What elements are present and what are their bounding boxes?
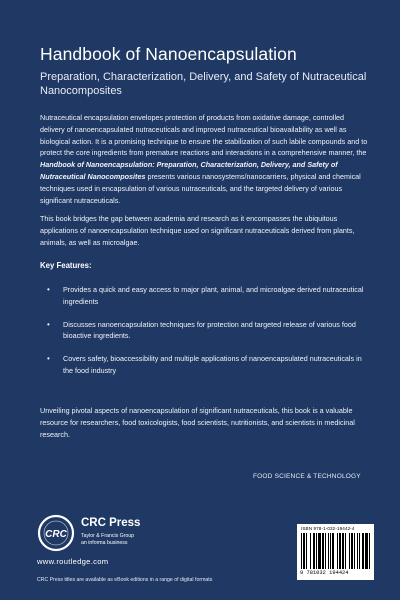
book-title: Handbook of Nanoencapsulation — [40, 44, 297, 64]
barcode-bar — [313, 533, 315, 569]
barcode-bar — [339, 533, 341, 569]
publisher-logo — [37, 514, 197, 570]
barcode-bar — [318, 533, 321, 569]
barcode-bar — [322, 533, 324, 569]
barcode-bar — [349, 533, 350, 569]
barcode-bar — [306, 533, 307, 569]
barcode-bar — [362, 533, 364, 569]
description-text: Nutraceutical encapsulation envelopes protection of products from oxidative damage, controlled delivery of nanoencapsulated nutraceuticals and improved nutraceutical bioavailability as well as biological action. It is a promising technique to ensure the stabilization of such labile compounds and to protect the core ingredients from premature reactions and interactions in a comprehensive manner, the — [40, 113, 368, 158]
book-subtitle: Preparation, Characterization, Delivery, and Safety of Nutraceutical Nanocomposites — [40, 71, 367, 97]
feature-text: Provides a quick and easy access to major plant, animal, and microalgae derived nutraceutical ingredients — [63, 285, 364, 306]
description-paragraph-1 — [40, 112, 370, 206]
list-item — [40, 284, 370, 308]
subject-category: FOOD SCIENCE & TECHNOLOGY — [253, 473, 361, 480]
isbn-digits: 9 781032 194424 — [300, 570, 349, 576]
barcode-bar — [359, 533, 360, 569]
list-item — [40, 319, 370, 343]
barcode-bar — [342, 533, 344, 569]
list-item — [40, 353, 370, 377]
description-paragraph-2: This book bridges the gap between academia and research as it encompasses the ubiquitous applications of nanoencapsulation technique used on significant nutraceuticals derived from plants, animals, as well as microalgae. — [40, 214, 355, 247]
isbn-label: ISBN 978-1-032-19442-4 — [301, 526, 355, 531]
description-text: presents various nanosystems/nanocarriers, physical and chemical techniques used in encapsulation of various nutraceuticals, and the targeted delivery of various significant nutraceuticals. — [40, 171, 361, 205]
svg-text:CRC: CRC — [45, 529, 67, 540]
crc-logo-icon — [37, 514, 75, 552]
barcode-bar — [332, 533, 334, 569]
publisher-url: www.routledge.com — [37, 557, 109, 566]
barcode-bar — [303, 533, 305, 569]
publisher-tagline-line: an informa business — [81, 539, 128, 546]
publisher-tagline-line: Taylor & Francis Group — [81, 533, 135, 539]
publisher-name: CRC Press — [81, 517, 141, 529]
barcode-bar — [330, 533, 331, 569]
key-features-list — [40, 284, 370, 388]
description-paragraph-3: Unveiling pivotal aspects of nanoencapsulation of significant nutraceuticals, this book is a valuable resource for researchers, food toxicologists, food scientists, nutritionists, and scientists in medicinal research. — [40, 406, 355, 439]
bullet-icon: • — [47, 319, 50, 329]
barcode-bar — [345, 533, 346, 569]
barcode-bar — [328, 533, 329, 569]
publisher-tagline — [81, 533, 134, 546]
barcode-bar — [337, 533, 338, 569]
book-full-title-emphasis: Handbook of Nanoencapsulation: Preparation, Characterization, Delivery, and Safety of Nutraceutical Nanocomposites — [40, 160, 338, 181]
barcode-bar — [301, 533, 302, 569]
barcode-bar — [351, 533, 353, 569]
barcode-bar — [354, 533, 355, 569]
barcode-bar — [325, 533, 326, 569]
barcode-bar — [310, 533, 311, 569]
isbn-barcode — [297, 524, 374, 580]
barcode-icon — [301, 533, 370, 569]
feature-text: Discusses nanoencapsulation techniques for protection and targeted release of various food bioactive ingredients. — [63, 319, 356, 341]
key-features-heading: Key Features: — [40, 261, 92, 270]
bullet-icon: • — [47, 285, 50, 294]
ebook-note: CRC Press titles are available as eBook editions in a range of digital formats — [37, 577, 213, 583]
barcode-bar — [369, 533, 370, 569]
feature-text: Covers safety, bioaccessibility and multiple applications of nanoencapsulated nutraceuticals in the food industry — [63, 354, 362, 375]
barcode-bar — [365, 533, 368, 569]
bullet-icon: • — [47, 354, 50, 364]
barcode-bar — [316, 533, 317, 569]
barcode-bar — [357, 533, 358, 569]
